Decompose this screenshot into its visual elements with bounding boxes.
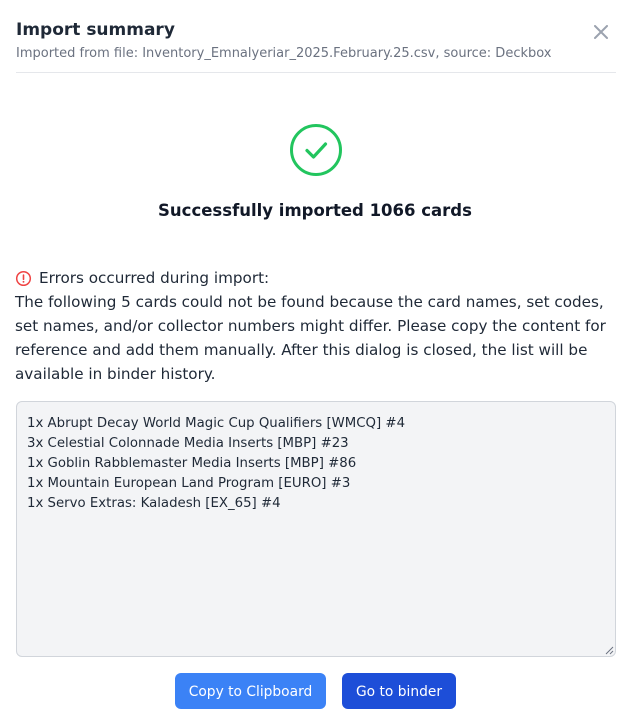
- close-icon: [594, 25, 608, 39]
- alert-circle-icon: [15, 270, 32, 287]
- copy-to-clipboard-button[interactable]: Copy to Clipboard: [175, 673, 326, 709]
- error-message: The following 5 cards could not be found because the card names, set codes, set names, and/or collector numbers might differ. Please copy the content for reference and add them manually. After this dialog is closed, the list will be available in binder history.: [15, 293, 606, 383]
- check-circle-icon: [289, 123, 343, 177]
- go-to-binder-button[interactable]: Go to binder: [342, 673, 456, 709]
- close-button[interactable]: [590, 21, 612, 43]
- error-section: [15, 266, 615, 386]
- error-title: Errors occurred during import:: [39, 269, 270, 287]
- header-divider: [16, 72, 616, 73]
- resize-grip-icon[interactable]: [604, 645, 614, 655]
- dialog-header: [16, 16, 616, 63]
- missing-cards-textarea[interactable]: [16, 401, 616, 657]
- dialog-subtitle: Imported from file: Inventory_Emnalyeriar_2025.February.25.csv, source: Deckbox: [16, 46, 552, 61]
- error-title-row: [15, 266, 615, 290]
- success-message: Successfully imported 1066 cards: [158, 201, 472, 220]
- dialog-title: Import summary: [16, 20, 175, 40]
